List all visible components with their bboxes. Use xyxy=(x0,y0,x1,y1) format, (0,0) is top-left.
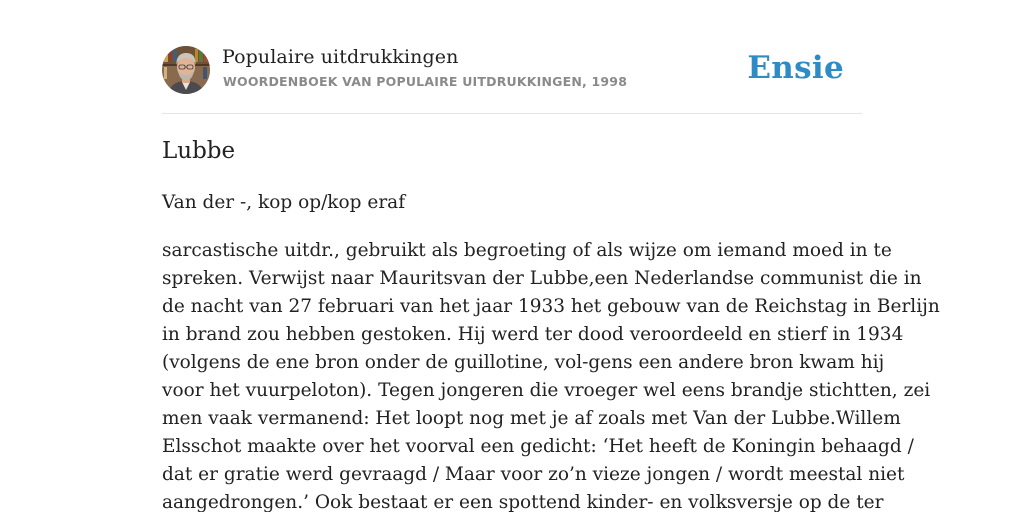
entry-title: Lubbe xyxy=(162,138,236,164)
entry-body xyxy=(162,237,940,512)
body-line: Elsschot maakte over het voorval een gedicht: ‘Het heeft de Koningin behaagd / xyxy=(162,436,914,457)
header-divider xyxy=(162,113,862,114)
body-line: voor het vuurpeloton). Tegen jongeren die vroeger wel eens brandje stichtten, zei xyxy=(162,380,931,401)
ensie-logo[interactable]: Ensie xyxy=(747,50,844,86)
source-title[interactable]: Populaire uitdrukkingen xyxy=(222,46,459,68)
body-line: in brand zou hebben gestoken. Hij werd ter dood veroordeeld en stierf in 1934 xyxy=(162,324,904,345)
source-header xyxy=(162,46,862,96)
source-subtitle[interactable]: WOORDENBOEK VAN POPULAIRE UITDRUKKINGEN, 1998 xyxy=(223,74,628,89)
body-line: sarcastische uitdr., gebruikt als begroeting of als wijze om iemand moed in te xyxy=(162,240,892,261)
body-line: dat er gratie werd gevraagd / Maar voor zo’n vieze jongen / wordt meestal niet xyxy=(162,464,905,485)
author-avatar xyxy=(162,46,210,94)
body-line: aangedrongen.’ Ook bestaat er een spottend kinder- en volksversje op de ter xyxy=(162,492,884,512)
body-line: (volgens de ene bron onder de guillotine, vol-gens een andere bron kwam hij xyxy=(162,352,885,373)
body-line: men vaak vermanend: Het loopt nog met je af zoals met Van der Lubbe.Willem xyxy=(162,408,901,429)
body-line: spreken. Verwijst naar Mauritsvan der Lubbe,een Nederlandse communist die in xyxy=(162,268,922,289)
entry-subtitle: Van der -, kop op/kop eraf xyxy=(162,192,406,213)
body-line: de nacht van 27 februari van het jaar 1933 het gebouw van de Reichstag in Berlijn xyxy=(162,296,940,317)
